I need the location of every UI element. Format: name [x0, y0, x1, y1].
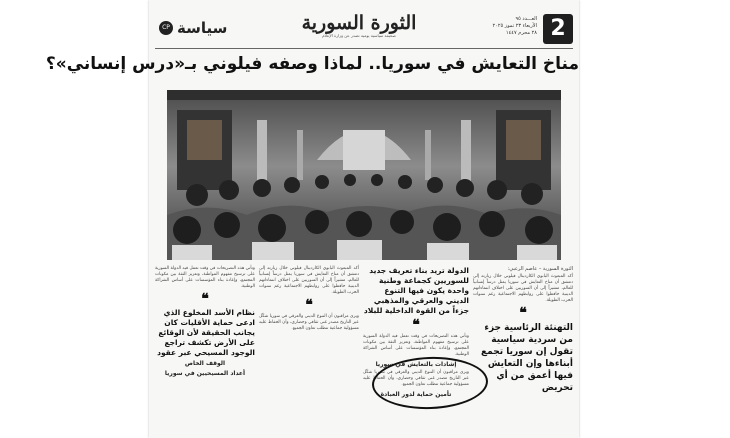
- quote-mark-icon: ❝: [412, 317, 420, 333]
- column-1: [473, 266, 573, 438]
- column-3: [259, 266, 359, 438]
- box-heading: الوقف الخاص: [184, 360, 226, 367]
- page-header: [149, 8, 579, 46]
- quote-mark-icon: ❝: [305, 297, 313, 313]
- article-lead: الدولة تريد بناء تعريف جديد للسوريين كجماعة وطنية واحدة يكون فيها التنوع الديني والعرقي والمذهبي جزءاً من القوة الداخلية للبلاد: [363, 266, 469, 315]
- body-text-2-continued: وتأتي هذه التصريحات في وقت تعمل فيه الدولة السورية على ترسيخ مفهوم المواطنة، وتعزيز الثقة بين مكونات المجتمع، وإعادة بناء المؤسسات على أساس الشراكة الوطنية.: [155, 266, 255, 289]
- section-tag: [159, 18, 227, 38]
- church-congregation-photo: [167, 90, 561, 260]
- body-text-1: أكد المبعوث البابوي الكاردينال فيلوني خلال زيارته إلى دمشق أن مناخ التعايش في سوريا يمثل درساً إنسانياً للعالم، مشيراً إلى أن السوريين على اختلاف انتماءاتهم الدينية حافظوا على روابطهم الاجتماعية رغم سنوات الحرب الطويلة.: [473, 274, 573, 303]
- masthead: [289, 13, 429, 39]
- body-text-1-continued: أكد المبعوث البابوي الكاردينال فيلوني خلال زيارته إلى دمشق أن مناخ التعايش في سوريا يمثل درساً إنسانياً للعالم، مشيراً إلى أن السوريين على اختلاف انتماءاتهم الدينية حافظوا على روابطهم الاجتماعية رغم سنوات الحرب الطويلة.: [259, 266, 359, 295]
- pull-quote-1: التهنئة الرئاسية جزء من سردية سياسية تقول إن سوريا تجمع أبناءها وإن التعايش فيها أعمق من أي تحريض: [481, 323, 573, 393]
- photo-illustration: [167, 90, 561, 260]
- subhead-worship-protection: تأمين حماية لدور العبادة: [380, 391, 452, 398]
- pull-quote-2: نظام الأسد المخلوع الذي ادعى حماية الأقليات كان يجانب الحقيقة لأن الوقائع على الأرض تكشف تراجع الوجود المسيحي عبر عقود: [157, 308, 255, 357]
- newspaper-page: [45, 0, 579, 438]
- column-4: [155, 266, 255, 438]
- body-text-2: وتأتي هذه التصريحات في وقت تعمل فيه الدولة السورية على ترسيخ مفهوم المواطنة، وتعزيز الثقة بين مكونات المجتمع، وإعادة بناء المؤسسات على أساس الشراكة الوطنية.: [363, 334, 469, 357]
- masthead-tagline: صحيفة سياسية يومية تصدر عن وزارة الإعلام: [322, 33, 396, 38]
- subhead-christian-population: أعداد المسيحيين في سوريا: [164, 370, 246, 377]
- quote-mark-icon: ❝: [201, 291, 209, 307]
- article-headline: مناخ التعايش في سوريا.. لماذا وصفه فيلوني بـ«درس إنساني»؟: [45, 54, 579, 74]
- issue-number: العـــدد ٩٥: [515, 16, 537, 22]
- section-logo-icon: CP: [159, 21, 173, 35]
- issue-info: [489, 16, 537, 37]
- column-2: [363, 266, 469, 438]
- section-label: سياسة: [177, 19, 228, 37]
- byline: الثورة السورية – عاصم الرعبي:: [507, 266, 573, 272]
- issue-date: الأربعاء ٢٣ تموز ٢٠٢٥: [492, 23, 537, 29]
- quote-mark-icon: ❝: [519, 305, 527, 321]
- issue-hijri-date: ٢٨ محرم ١٤٤٧: [505, 30, 537, 36]
- subhead-coexistence: إشادات بالتعايش في سوريا: [375, 361, 457, 368]
- body-text-3-continued: ويرى مراقبون أن التنوع الديني والعرقي في سوريا شكّل عبر التاريخ مصدر غنى ثقافي وحضاري، وأن الحفاظ عليه مسؤولية جماعية تتطلب تعاون الجميع.: [259, 314, 359, 331]
- body-text-3: ويرى مراقبون أن التنوع الديني والعرقي في سوريا شكّل عبر التاريخ مصدر غنى ثقافي وحضاري، وأن الحفاظ عليه مسؤولية جماعية تتطلب تعاون الجميع.: [363, 370, 469, 387]
- article-columns: [155, 266, 573, 438]
- header-divider: [155, 48, 573, 49]
- masthead-title: الثورة السورية: [301, 12, 417, 34]
- page-number: 2: [543, 14, 573, 44]
